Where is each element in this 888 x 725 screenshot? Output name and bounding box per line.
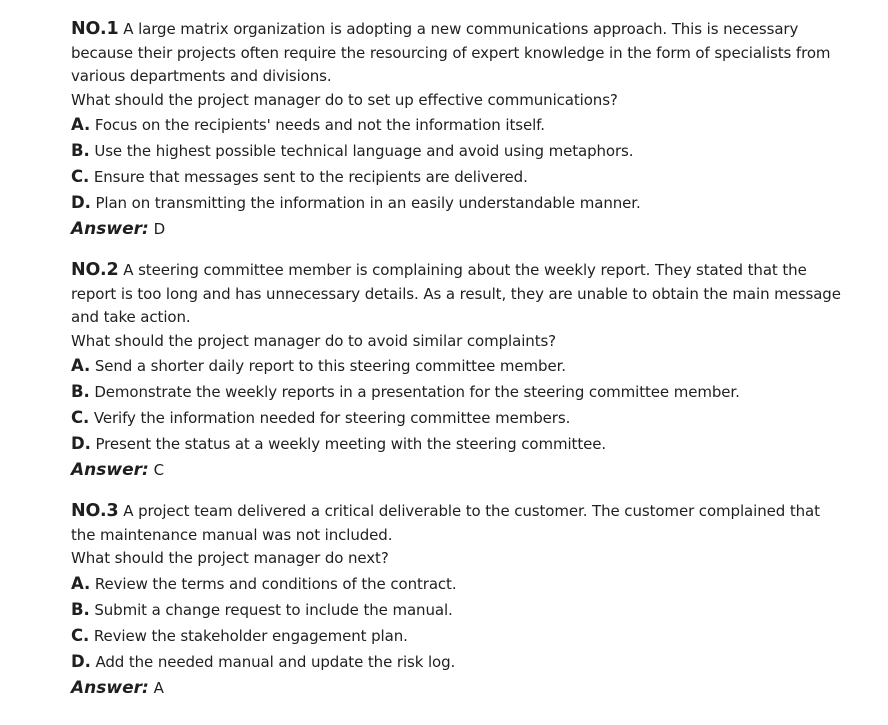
question-number: NO.2 — [71, 260, 119, 280]
question-2 — [71, 259, 848, 483]
option-text: Add the needed manual and update the risk log. — [95, 652, 456, 671]
option-a — [71, 353, 848, 379]
answer-label: Answer: — [71, 677, 149, 698]
option-text: Review the terms and conditions of the contract. — [94, 574, 457, 593]
option-text: Use the highest possible technical language and avoid using metaphors. — [94, 142, 634, 160]
answer-value: D — [153, 220, 166, 238]
option-a — [71, 112, 848, 138]
question-number: NO.1 — [71, 19, 119, 39]
option-text: Review the stakeholder engagement plan. — [93, 626, 408, 645]
options-list — [71, 112, 848, 216]
question-stem — [71, 18, 848, 89]
option-a — [71, 571, 848, 597]
option-b — [71, 379, 848, 405]
option-letter: D. — [71, 651, 91, 671]
option-letter: D. — [71, 193, 91, 212]
option-c — [71, 623, 848, 649]
option-b — [71, 138, 848, 164]
option-d — [71, 649, 848, 675]
question-number: NO.3 — [71, 501, 119, 521]
option-letter: B. — [71, 141, 90, 160]
question-stem — [71, 500, 848, 547]
option-letter: A. — [71, 115, 91, 134]
option-text: Submit a change request to include the manual. — [94, 600, 453, 619]
question-3 — [71, 500, 848, 701]
option-letter: C. — [71, 408, 90, 427]
question-prompt: What should the project manager do to avoid similar complaints? — [71, 331, 557, 350]
question-stem-text: A large matrix organization is adopting a new communications approach. This is necessary because their projects often require the resourcing of expert knowledge in the form of specialists from various departments and divisions. — [71, 20, 831, 85]
answer-label: Answer: — [71, 460, 149, 480]
question-stem-text: A steering committee member is complaining about the weekly report. They stated that the report is too long and has unnecessary details. As a result, they are unable to obtain the main message and take action. — [71, 261, 841, 326]
question-stem — [71, 259, 848, 330]
option-d — [71, 431, 848, 457]
option-letter: A. — [71, 356, 91, 375]
question-prompt: What should the project manager do next? — [71, 549, 389, 567]
question-1 — [71, 18, 848, 242]
answer-value: A — [153, 678, 164, 697]
option-text: Plan on transmitting the information in an easily understandable manner. — [95, 194, 641, 212]
option-text: Verify the information needed for steering committee members. — [93, 409, 571, 427]
option-text: Present the status at a weekly meeting with the steering committee. — [95, 435, 607, 453]
answer-line — [71, 675, 848, 701]
option-text: Demonstrate the weekly reports in a presentation for the steering committee member. — [94, 383, 740, 401]
option-d — [71, 190, 848, 216]
answer-label: Answer: — [71, 219, 149, 239]
option-letter: B. — [71, 382, 90, 401]
option-text: Send a shorter daily report to this steering committee member. — [94, 357, 566, 375]
options-list — [71, 353, 848, 457]
option-c — [71, 164, 848, 190]
option-text: Ensure that messages sent to the recipients are delivered. — [93, 168, 528, 186]
question-prompt: What should the project manager do to set up effective communications? — [71, 90, 618, 109]
option-letter: C. — [71, 625, 90, 645]
answer-value: C — [153, 461, 165, 479]
option-letter: A. — [71, 573, 91, 593]
answer-line — [71, 457, 848, 483]
question-stem-text: A project team delivered a critical deliverable to the customer. The customer complained that the maintenance manual was not included. — [71, 502, 820, 544]
option-text: Focus on the recipients' needs and not the information itself. — [94, 116, 545, 134]
option-b — [71, 597, 848, 623]
option-letter: C. — [71, 167, 90, 186]
answer-line — [71, 216, 848, 242]
option-letter: B. — [71, 599, 90, 619]
option-letter: D. — [71, 434, 91, 453]
option-c — [71, 405, 848, 431]
options-list — [71, 571, 848, 675]
